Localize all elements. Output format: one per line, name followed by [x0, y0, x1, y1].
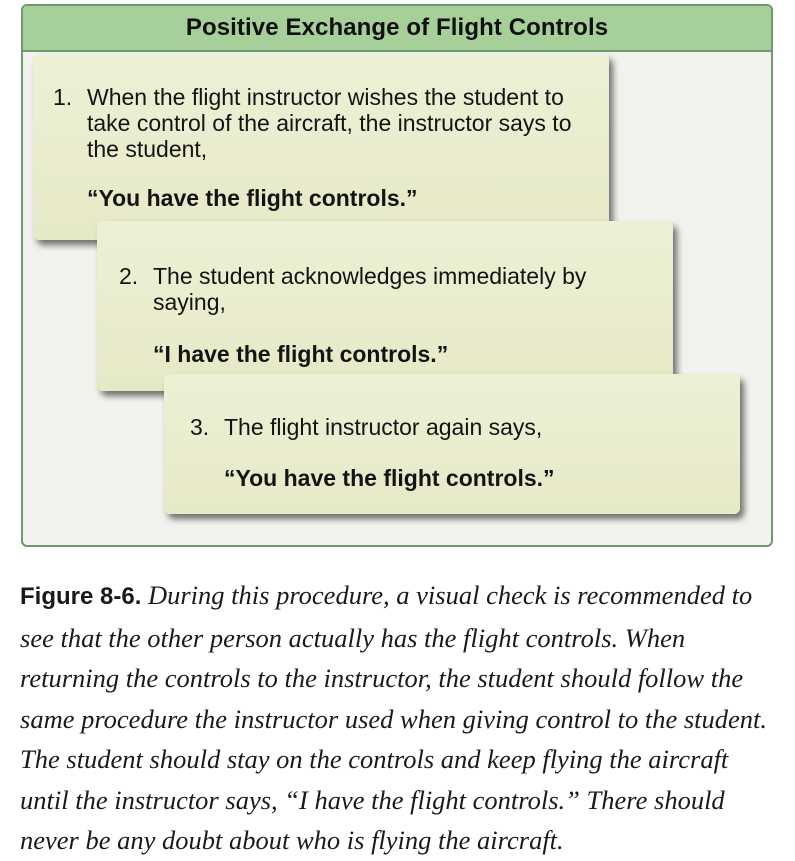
- step-card-1: [33, 54, 609, 240]
- figure-title: Positive Exchange of Flight Controls: [23, 6, 771, 52]
- step-1-text: When the flight instructor wishes the student to take control of the aircraft, the instructor says to the student,: [87, 84, 572, 162]
- step-card-2: [97, 221, 673, 391]
- caption-label: Figure 8-6.: [20, 583, 142, 610]
- step-3-number: 3.: [190, 414, 210, 440]
- step-3-text: The flight instructor again says,: [224, 414, 543, 440]
- step-1-quote: “You have the flight controls.”: [87, 185, 418, 211]
- step-2-quote: “I have the flight controls.”: [153, 341, 449, 367]
- step-1-number: 1.: [53, 84, 73, 110]
- step-2-text: The student acknowledges immediately by saying,: [153, 263, 587, 315]
- step-1-row: [53, 84, 593, 162]
- figure-caption: [20, 575, 782, 861]
- caption-text: During this procedure, a visual check is recommended to see that the other person actually has the flight controls. When returning the controls to the instructor, the student should follow the same procedure the instructor used when giving control to the student. The student should stay on the controls and keep flying the aircraft until the instructor says, “I have the flight controls.” There should never be any doubt about who is flying the aircraft.: [20, 580, 768, 855]
- figure-panel: [21, 4, 773, 547]
- step-3-row: [190, 414, 730, 440]
- step-2-number: 2.: [119, 263, 139, 289]
- step-2-row: [119, 263, 659, 315]
- step-3-quote: “You have the flight controls.”: [224, 465, 555, 491]
- step-card-3: [164, 374, 740, 514]
